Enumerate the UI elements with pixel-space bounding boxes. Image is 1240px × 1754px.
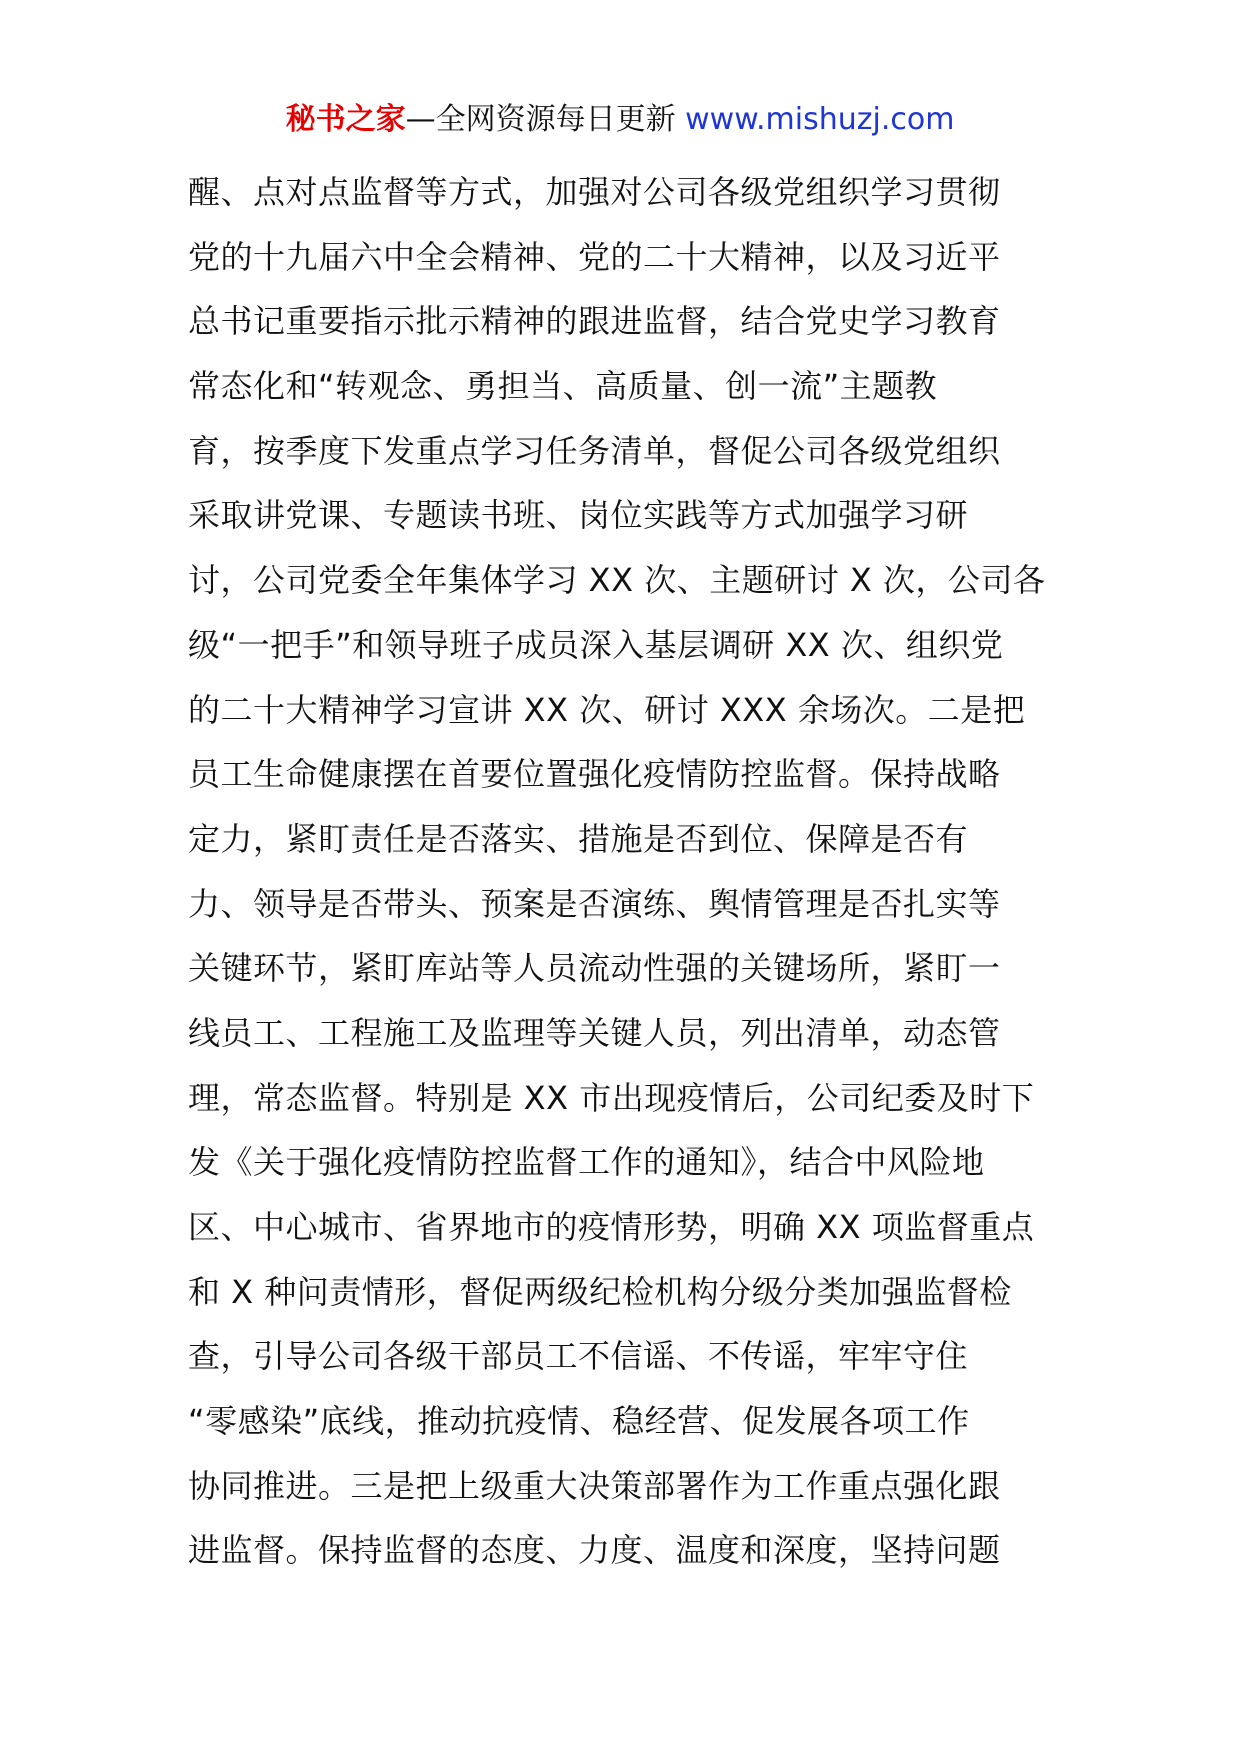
text-line: 员工生命健康摆在首要位置强化疫情防控监督。保持战略 <box>188 755 1001 794</box>
text-line: 发《关于强化疫情防控监督工作的通知》，结合中风险地 <box>188 1143 985 1182</box>
text-line: 育，按季度下发重点学习任务清单，督促公司各级党组织 <box>188 431 1001 470</box>
text-line: 党的十九届六中全会精神、党的二十大精神，以及习近平 <box>188 237 1001 276</box>
text-line: 力、领导是否带头、预案是否演练、舆情管理是否扎实等 <box>188 884 1001 923</box>
text-line: “零感染”底线，推动抗疫情、稳经营、促发展各项工作 <box>188 1402 970 1441</box>
text-line: 醒、点对点监督等方式，加强对公司各级党组织学习贯彻 <box>188 173 1001 211</box>
text-line: 查，引导公司各级干部员工不信谣、不传谣，牢牢守住 <box>188 1337 969 1376</box>
text-line: 理，常态监督。特别是 XX 市出现疫情后，公司纪委及时下 <box>188 1078 1035 1117</box>
text-line: 定力，紧盯责任是否落实、措施是否到位、保障是否有 <box>188 819 969 858</box>
text-line: 区、中心城市、省界地市的疫情形势，明确 XX 项监督重点 <box>188 1208 1035 1246</box>
text-line: 采取讲党课、专题读书班、岗位实践等方式加强学习研 <box>188 496 969 535</box>
page-header <box>0 100 1240 140</box>
text-line: 级“一把手”和领导班子成员深入基层调研 XX 次、组织党 <box>188 625 1004 664</box>
text-line: 协同推进。三是把上级重大决策部署作为工作重点强化跟 <box>188 1466 1001 1505</box>
text-line: 常态化和“转观念、勇担当、高质量、创一流”主题教 <box>188 367 938 406</box>
text-line: 讨，公司党委全年集体学习 XX 次、主题研讨 X 次，公司各 <box>188 561 1046 600</box>
text-line: 线员工、工程施工及监理等关键人员，列出清单，动态管 <box>188 1013 1001 1052</box>
document-body <box>188 160 1068 1583</box>
brand-name: 秘书之家 <box>285 102 406 137</box>
text-line: 进监督。保持监督的态度、力度、温度和深度，坚持问题 <box>188 1531 1001 1570</box>
text-line: 的二十大精神学习宣讲 XX 次、研讨 XXX 余场次。二是把 <box>188 690 1026 729</box>
text-line: 关键环节，紧盯库站等人员流动性强的关键场所，紧盯一 <box>188 949 1001 988</box>
site-url-link[interactable]: www.mishuzj.com <box>685 102 955 137</box>
header-tagline: —全网资源每日更新 <box>405 102 676 137</box>
text-line: 总书记重要指示批示精神的跟进监督，结合党史学习教育 <box>188 302 1001 341</box>
text-line: 和 X 种问责情形，督促两级纪检机构分级分类加强监督检 <box>188 1272 1012 1311</box>
